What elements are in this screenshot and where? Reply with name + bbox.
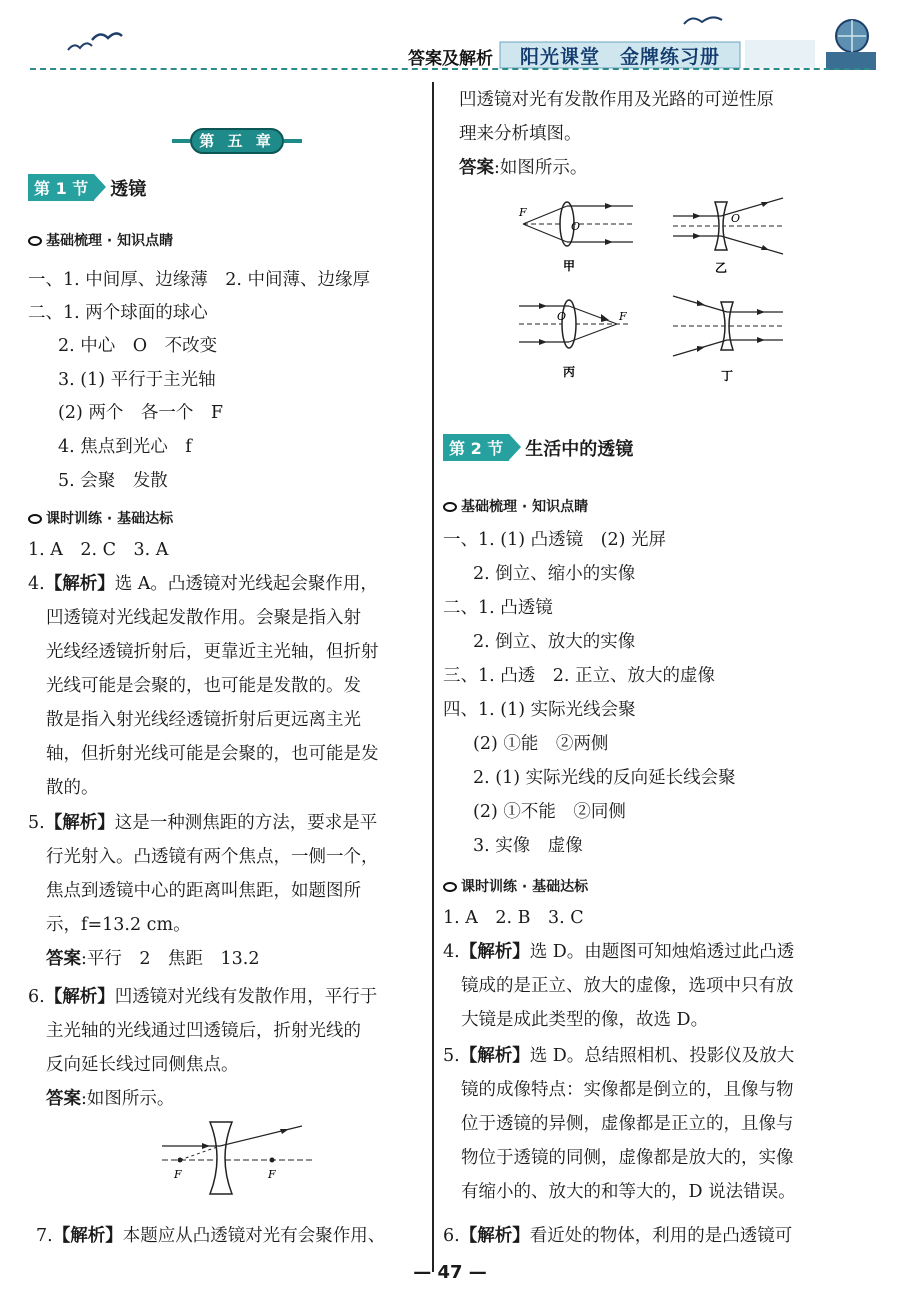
svg-text:F: F — [519, 206, 527, 219]
review-line: 3. (1) 平行于主光轴 — [58, 370, 216, 390]
diagram-yi — [673, 198, 783, 275]
chapter-heading — [172, 126, 302, 156]
subheading-review: 基础梳理 · 知识点睛 — [443, 496, 588, 516]
review-line: 一、1. 中间厚、边缘薄 2. 中间薄、边缘厚 — [28, 270, 371, 290]
page-number: — 47 — — [413, 1262, 487, 1283]
q7-line: 凹透镜对光有发散作用及光路的可逆性原 — [459, 90, 774, 110]
focus-label: F — [268, 1168, 276, 1181]
q7-first-line: 7.【解析】本题应从凸透镜对光有会聚作用、 — [36, 1226, 386, 1246]
chapter-wing-right — [284, 139, 302, 143]
q4-line: 凹透镜对光线起发散作用。会聚是指入射 — [46, 608, 361, 628]
q5-line: 镜的成像特点：实像都是倒立的，且像与物 — [461, 1080, 794, 1100]
subheading-practice: 课时训练 · 基础达标 — [28, 508, 173, 528]
q6-first-line: 6.【解析】凹透镜对光线有发散作用，平行于 — [28, 987, 378, 1007]
review-line: 2. 中心 O 不改变 — [58, 336, 218, 356]
answers-1-3: 1. A 2. C 3. A — [28, 540, 169, 560]
q6-answer: 答案:如图所示。 — [46, 1089, 175, 1109]
header-rule — [30, 68, 870, 70]
review-line: (2) ①能 ②两侧 — [473, 734, 609, 754]
review-line: 2. 倒立、放大的实像 — [473, 632, 636, 652]
q7-answer: 答案:如图所示。 — [459, 158, 588, 178]
review-line: 二、1. 两个球面的球心 — [28, 303, 208, 323]
globe-icon — [820, 14, 880, 72]
review-line: 2. (1) 实际光线的反向延长线会聚 — [473, 768, 736, 788]
q5-line: 焦点到透镜中心的距离叫焦距，如题图所 — [46, 881, 361, 901]
q4-line: 散的。 — [46, 778, 99, 798]
review-line: 4. 焦点到光心 f — [58, 437, 192, 457]
lens-diagrams — [513, 196, 793, 392]
eye-bullet-icon — [28, 236, 42, 246]
q5-first-line: 5.【解析】这是一种测焦距的方法，要求是平 — [28, 813, 378, 833]
chapter-title: 第 五 章 — [199, 132, 275, 150]
q5-first-line: 5.【解析】选 D。总结照相机、投影仪及放大 — [443, 1046, 795, 1066]
section-title: 生活中的透镜 — [525, 438, 634, 460]
answers-1-3: 1. A 2. B 3. C — [443, 908, 584, 928]
svg-text:O: O — [731, 212, 741, 225]
eye-bullet-icon — [28, 514, 42, 524]
svg-text:丙: 丙 — [563, 365, 576, 379]
focus-label: F — [174, 1168, 182, 1181]
header-answers-label: 答案及解析 — [408, 49, 493, 69]
q4-line: 光线可能是会聚的，也可能是发散的。发 — [46, 676, 361, 696]
q4-line: 大镜是成此类型的像，故选 D。 — [461, 1010, 709, 1030]
q5-answer: 答案:平行 2 焦距 13.2 — [46, 949, 260, 969]
svg-text:甲: 甲 — [563, 259, 576, 273]
section-heading-1 — [28, 174, 146, 202]
section-tag: 第 2 节 — [443, 434, 509, 461]
section-heading-2 — [443, 434, 633, 462]
review-line: 5. 会聚 发散 — [58, 471, 168, 491]
q6-line: 主光轴的光线通过凹透镜后，折射光线的 — [46, 1021, 361, 1041]
diagram-bing — [519, 300, 629, 379]
svg-text:O: O — [557, 310, 567, 323]
column-divider — [432, 82, 434, 1272]
review-line: 二、1. 凸透镜 — [443, 598, 553, 618]
svg-text:O: O — [571, 220, 581, 233]
q5-line: 行光射入。凸透镜有两个焦点，一侧一个， — [46, 847, 379, 867]
review-line: 一、1. (1) 凸透镜 (2) 光屏 — [443, 530, 666, 550]
chapter-wing-left — [172, 139, 190, 143]
svg-text:F: F — [619, 310, 627, 323]
q6-line: 反向延长线过同侧焦点。 — [46, 1055, 239, 1075]
bird-icon — [680, 10, 730, 34]
review-line: (2) ①不能 ②同侧 — [473, 802, 626, 822]
diagram-ding — [673, 296, 783, 383]
q4-first-line: 4.【解析】选 A。凸透镜对光线起会聚作用， — [28, 574, 378, 594]
q5-line: 位于透镜的异侧，虚像都是正立的，且像与 — [461, 1114, 794, 1134]
q6-first-line: 6.【解析】看近处的物体，利用的是凸透镜可 — [443, 1226, 793, 1246]
bird-icon — [60, 28, 130, 58]
q4-line: 光线经透镜折射后，更靠近主光轴，但折射 — [46, 642, 379, 662]
q5-line: 物位于透镜的同侧，虚像都是放大的，实像 — [461, 1148, 794, 1168]
eye-bullet-icon — [443, 502, 457, 512]
section-tag: 第 1 节 — [28, 174, 94, 201]
q4-first-line: 4.【解析】选 D。由题图可知烛焰透过此凸透 — [443, 942, 795, 962]
review-line: 2. 倒立、缩小的实像 — [473, 564, 636, 584]
diagram-jia — [518, 202, 633, 273]
review-line: 3. 实像 虚像 — [473, 836, 583, 856]
q4-line: 镜成的是正立、放大的虚像，选项中只有放 — [461, 976, 794, 996]
q7-line: 理来分析填图。 — [459, 124, 582, 144]
svg-text:乙: 乙 — [715, 261, 728, 275]
q4-line: 轴，但折射光线可能是会聚的，也可能是发 — [46, 744, 379, 764]
q5-line: 示，f=13.2 cm。 — [46, 915, 191, 935]
review-line: 三、1. 凸透 2. 正立、放大的虚像 — [443, 666, 716, 686]
concave-lens-diagram — [162, 1118, 312, 1198]
eye-bullet-icon — [443, 882, 457, 892]
review-line: 四、1. (1) 实际光线会聚 — [443, 700, 636, 720]
q5-line: 有缩小的、放大的和等大的，D 说法错误。 — [461, 1182, 796, 1202]
page-header — [0, 0, 900, 80]
review-line: (2) 两个 各一个 F — [58, 403, 223, 423]
section-title: 透镜 — [110, 178, 147, 200]
header-book-title: 阳光课堂 金牌练习册 — [520, 46, 721, 68]
q4-line: 散是指入射光线经透镜折射后更远离主光 — [46, 710, 361, 730]
subheading-review: 基础梳理 · 知识点睛 — [28, 230, 173, 250]
svg-text:丁: 丁 — [721, 369, 734, 383]
subheading-practice: 课时训练 · 基础达标 — [443, 876, 588, 896]
